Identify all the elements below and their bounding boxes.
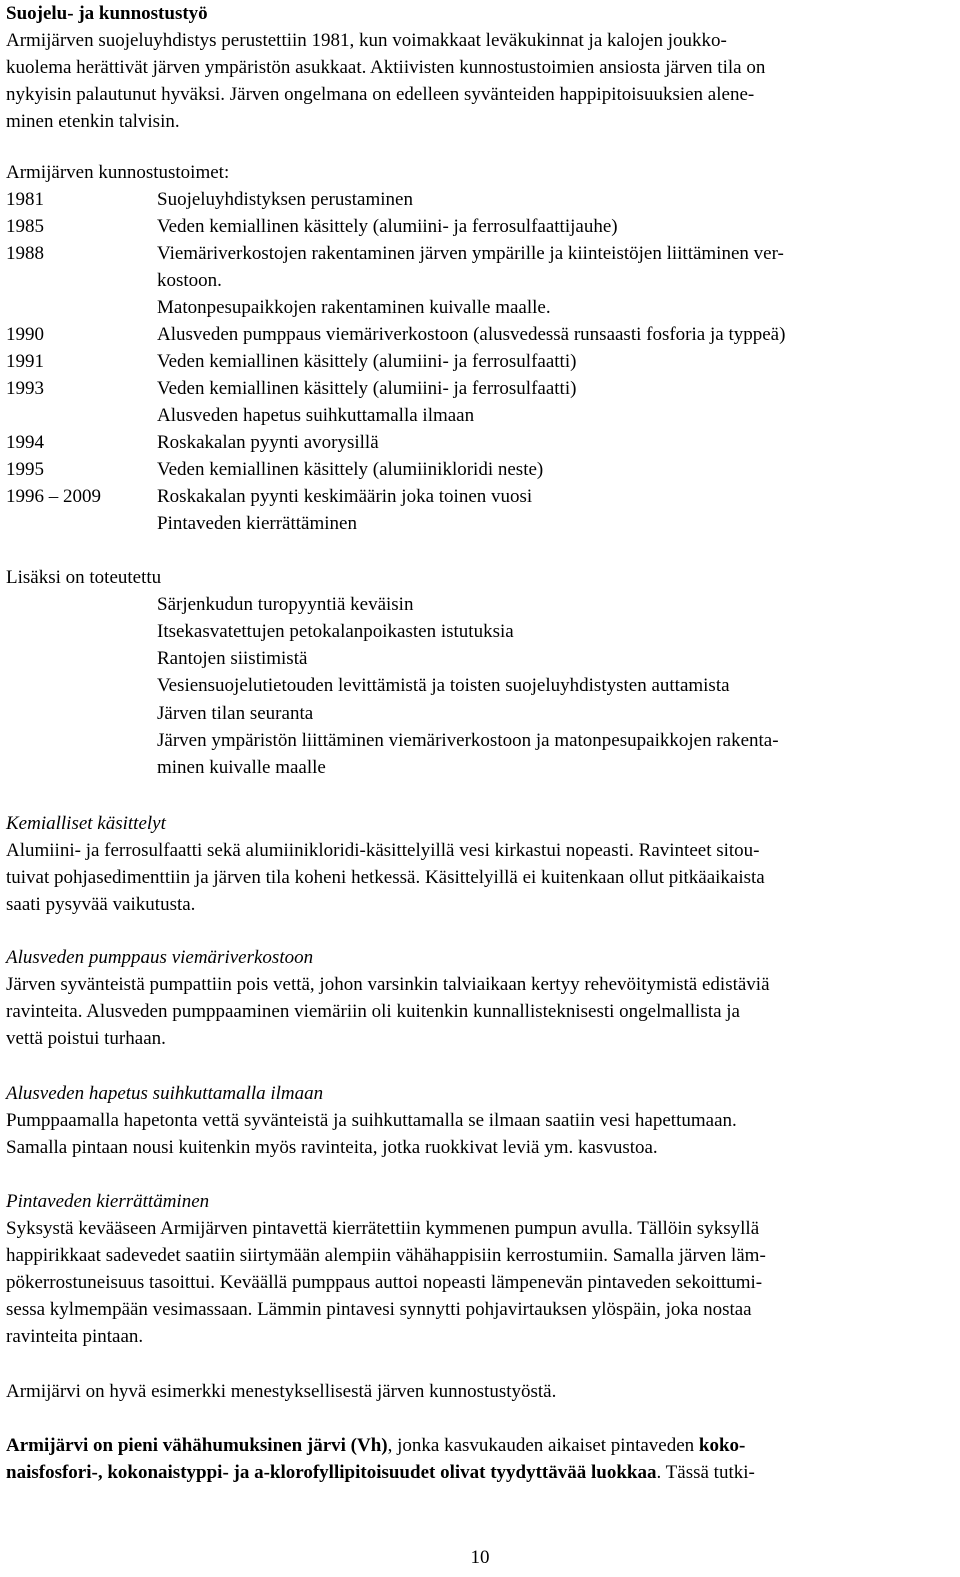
section-line: Syksystä kevääseen Armijärven pintavettä kierrätettiin kymmenen pumpun avulla. Tällöin syksyllä [6, 1218, 760, 1239]
page-number: 10 [470, 1547, 490, 1568]
additional-item: Särjenkudun turopyyntiä keväisin [157, 594, 414, 615]
section-line: ravinteita pintaan. [6, 1326, 144, 1347]
measure-year: 1981 [6, 189, 44, 210]
measure-year: 1993 [6, 378, 44, 399]
additional-item: Rantojen siistimistä [157, 648, 308, 669]
additional-item: Itsekasvatettujen petokalanpoikasten istutuksia [157, 621, 514, 642]
final-text: . Tässä tutki- [656, 1462, 755, 1483]
measure-text: Pintaveden kierrättäminen [157, 513, 357, 534]
section-line: saati pysyvää vaikutusta. [6, 894, 196, 915]
intro-line: minen etenkin talvisin. [6, 111, 180, 132]
final-line [6, 1459, 755, 1486]
final-text: , jonka kasvukauden aikaiset pintaveden [387, 1435, 699, 1456]
measure-year: 1991 [6, 351, 44, 372]
conclusion: Armijärvi on hyvä esimerkki menestyksellisestä järven kunnostustyöstä. [6, 1381, 557, 1402]
measure-text: Roskakalan pyynti avorysillä [157, 432, 379, 453]
measure-text: Suojeluyhdistyksen perustaminen [157, 189, 413, 210]
measure-text: Matonpesupaikkojen rakentaminen kuivalle maalle. [157, 297, 551, 318]
final-line [6, 1432, 745, 1459]
section-heading: Pintaveden kierrättäminen [6, 1191, 210, 1212]
measure-year: 1996 – 2009 [6, 486, 101, 507]
section-line: tuivat pohjasedimenttiin ja järven tila koheni hetkessä. Käsittelyillä ei kuitenkaan ollut pitkäaikaista [6, 867, 765, 888]
measures-heading: Armijärven kunnostustoimet: [6, 162, 230, 183]
section-line: vettä poistui turhaan. [6, 1028, 166, 1049]
measure-year: 1990 [6, 324, 44, 345]
intro-line: nykyisin palautunut hyväksi. Järven ongelmana on edelleen syvänteiden happipitoisuuksien alene- [6, 84, 755, 105]
section-line: sessa kylmempään vesimassaan. Lämmin pintavesi synnytti pohjavirtauksen ylöspäin, joka nostaa [6, 1299, 752, 1320]
measure-text: Veden kemiallinen käsittely (alumiini- ja ferrosulfaatti) [157, 351, 577, 372]
section-title: Suojelu- ja kunnostustyö [6, 3, 208, 24]
additional-item: Vesiensuojelutietouden levittämistä ja toisten suojeluyhdistysten auttamista [157, 675, 730, 696]
measure-year: 1994 [6, 432, 44, 453]
measure-text: Alusveden pumppaus viemäriverkostoon (alusvedessä runsaasti fosforia ja typpeä) [157, 324, 786, 345]
additional-item: Järven ympäristön liittäminen viemäriverkostoon ja matonpesupaikkojen rakenta- [157, 730, 779, 751]
section-heading: Alusveden hapetus suihkuttamalla ilmaan [6, 1083, 324, 1104]
section-line: Pumppaamalla hapetonta vettä syvänteistä ja suihkuttamalla se ilmaan saatiin vesi hapettumaan. [6, 1110, 737, 1131]
additional-item: Järven tilan seuranta [157, 703, 314, 724]
intro-line: Armijärven suojeluyhdistys perustettiin 1981, kun voimakkaat leväkukinnat ja kalojen joukko- [6, 30, 727, 51]
measure-text: kostoon. [157, 270, 222, 291]
measure-text: Veden kemiallinen käsittely (alumiinikloridi neste) [157, 459, 544, 480]
intro-line: kuolema herättivät järven ympäristön asukkaat. Aktiivisten kunnostustoimien ansiosta järven tila on [6, 57, 766, 78]
section-line: Alumiini- ja ferrosulfaatti sekä alumiinikloridi-käsittelyillä vesi kirkastui nopeasti. Ravinteet sitou- [6, 840, 760, 861]
measure-text: Veden kemiallinen käsittely (alumiini- ja ferrosulfaatti) [157, 378, 577, 399]
measure-year: 1995 [6, 459, 44, 480]
final-bold-text: koko- [698, 1435, 746, 1456]
measure-year: 1988 [6, 243, 44, 264]
measure-text: Alusveden hapetus suihkuttamalla ilmaan [157, 405, 475, 426]
section-line: ravinteita. Alusveden pumppaaminen viemäriin oli kuitenkin kunnallisteknisesti ongelmallista ja [6, 1001, 740, 1022]
measure-text: Viemäriverkostojen rakentaminen järven ympärille ja kiinteistöjen liittäminen ver- [157, 243, 784, 264]
section-heading: Kemialliset käsittelyt [6, 813, 166, 834]
additional-heading: Lisäksi on toteutettu [6, 567, 162, 588]
section-line: Samalla pintaan nousi kuitenkin myös ravinteita, jotka ruokkivat leviä ym. kasvustoa. [6, 1137, 658, 1158]
section-line: Järven syvänteistä pumpattiin pois vettä, johon varsinkin talviaikaan kertyy rehevöitymistä edistäviä [6, 974, 770, 995]
measure-text: Roskakalan pyynti keskimäärin joka toinen vuosi [157, 486, 533, 507]
section-line: happirikkaat sadevedet saatiin siirtymään alempiin vähähappisiin kerrostumiin. Samalla järven läm- [6, 1245, 766, 1266]
measure-year: 1985 [6, 216, 44, 237]
additional-item: minen kuivalle maalle [157, 757, 326, 778]
section-line: pökerrostuneisuus tasoittui. Keväällä pumppaus auttoi nopeasti lämpenevän pintaveden sekoittumi- [6, 1272, 763, 1293]
section-heading: Alusveden pumppaus viemäriverkostoon [6, 947, 314, 968]
final-bold-text: Armijärvi on pieni vähähumuksinen järvi (Vh) [6, 1435, 388, 1456]
measure-text: Veden kemiallinen käsittely (alumiini- ja ferrosulfaattijauhe) [157, 216, 618, 237]
final-bold-text: naisfosfori-, kokonaistyppi- ja a-klorofyllipitoisuudet olivat tyydyttävää luokkaa [6, 1462, 657, 1483]
